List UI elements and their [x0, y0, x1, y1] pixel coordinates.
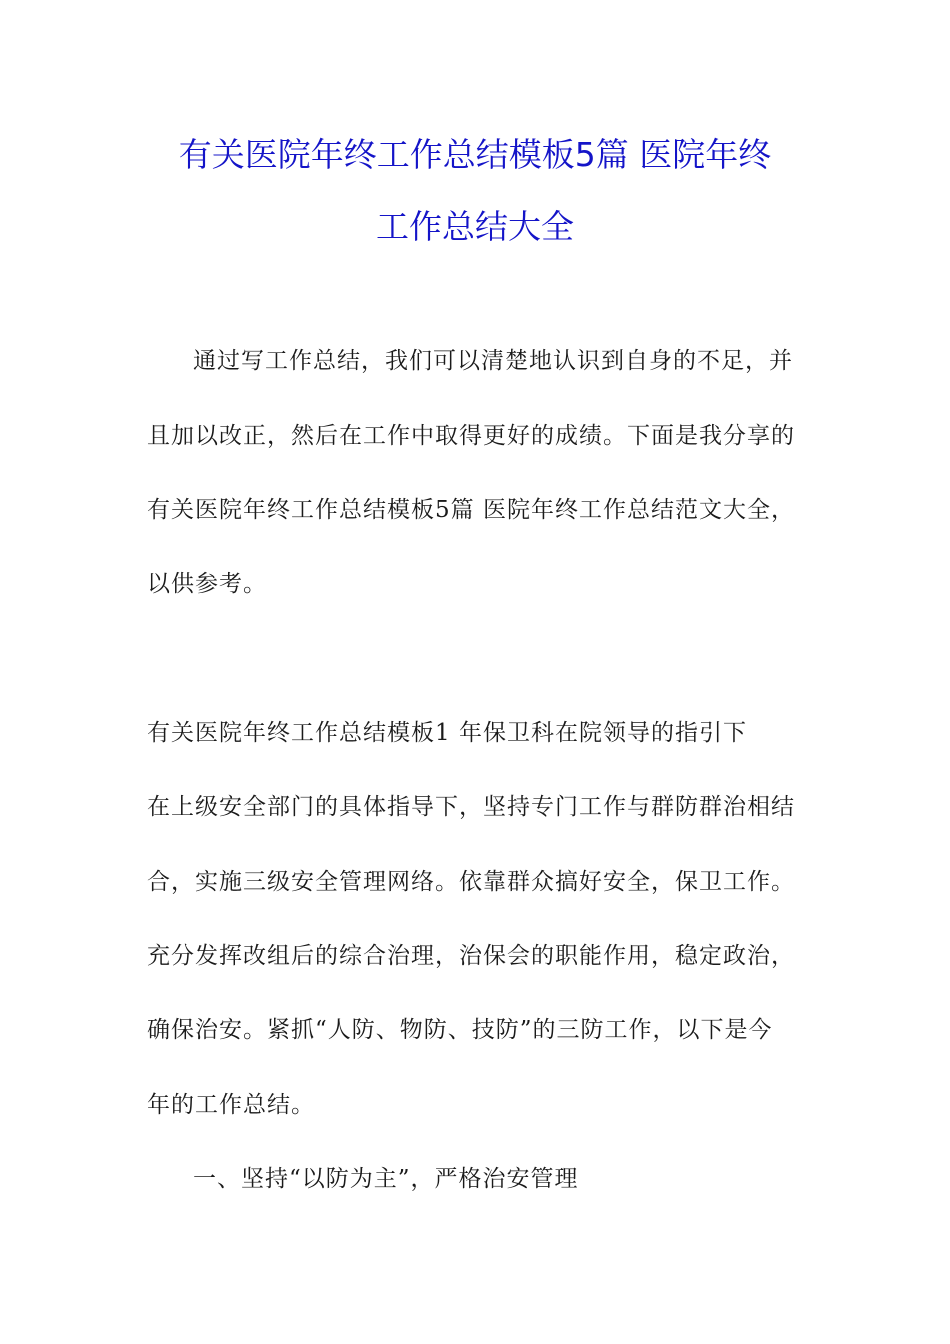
section1-line-1: 有关医院年终工作总结模板1 年保卫科在院领导的指引下	[147, 720, 747, 746]
intro-line-1: 通过写工作总结，我们可以清楚地认识到自身的不足，并	[193, 348, 793, 374]
section1-line-6: 年的工作总结。	[147, 1092, 315, 1118]
document-title-line-2: 工作总结大全	[376, 207, 574, 246]
section1-line-2: 在上级安全部门的具体指导下，坚持专门工作与群防群治相结	[147, 794, 795, 820]
intro-line-3: 有关医院年终工作总结模板5篇 医院年终工作总结范文大全，	[147, 497, 795, 523]
section1-line-5: 确保治安。紧抓“人防、物防、技防”的三防工作，以下是今	[147, 1017, 773, 1043]
section1-line-3: 合，实施三级安全管理网络。依靠群众搞好安全，保卫工作。	[147, 869, 795, 895]
section1-line-4: 充分发挥改组后的综合治理，治保会的职能作用，稳定政治，	[147, 943, 795, 969]
intro-line-4: 以供参考。	[147, 571, 267, 597]
document-title-line-1: 有关医院年终工作总结模板5篇 医院年终	[178, 135, 772, 174]
section-heading-1: 一、坚持“以防为主”，严格治安管理	[193, 1166, 579, 1192]
intro-line-2: 且加以改正，然后在工作中取得更好的成绩。下面是我分享的	[147, 423, 795, 449]
